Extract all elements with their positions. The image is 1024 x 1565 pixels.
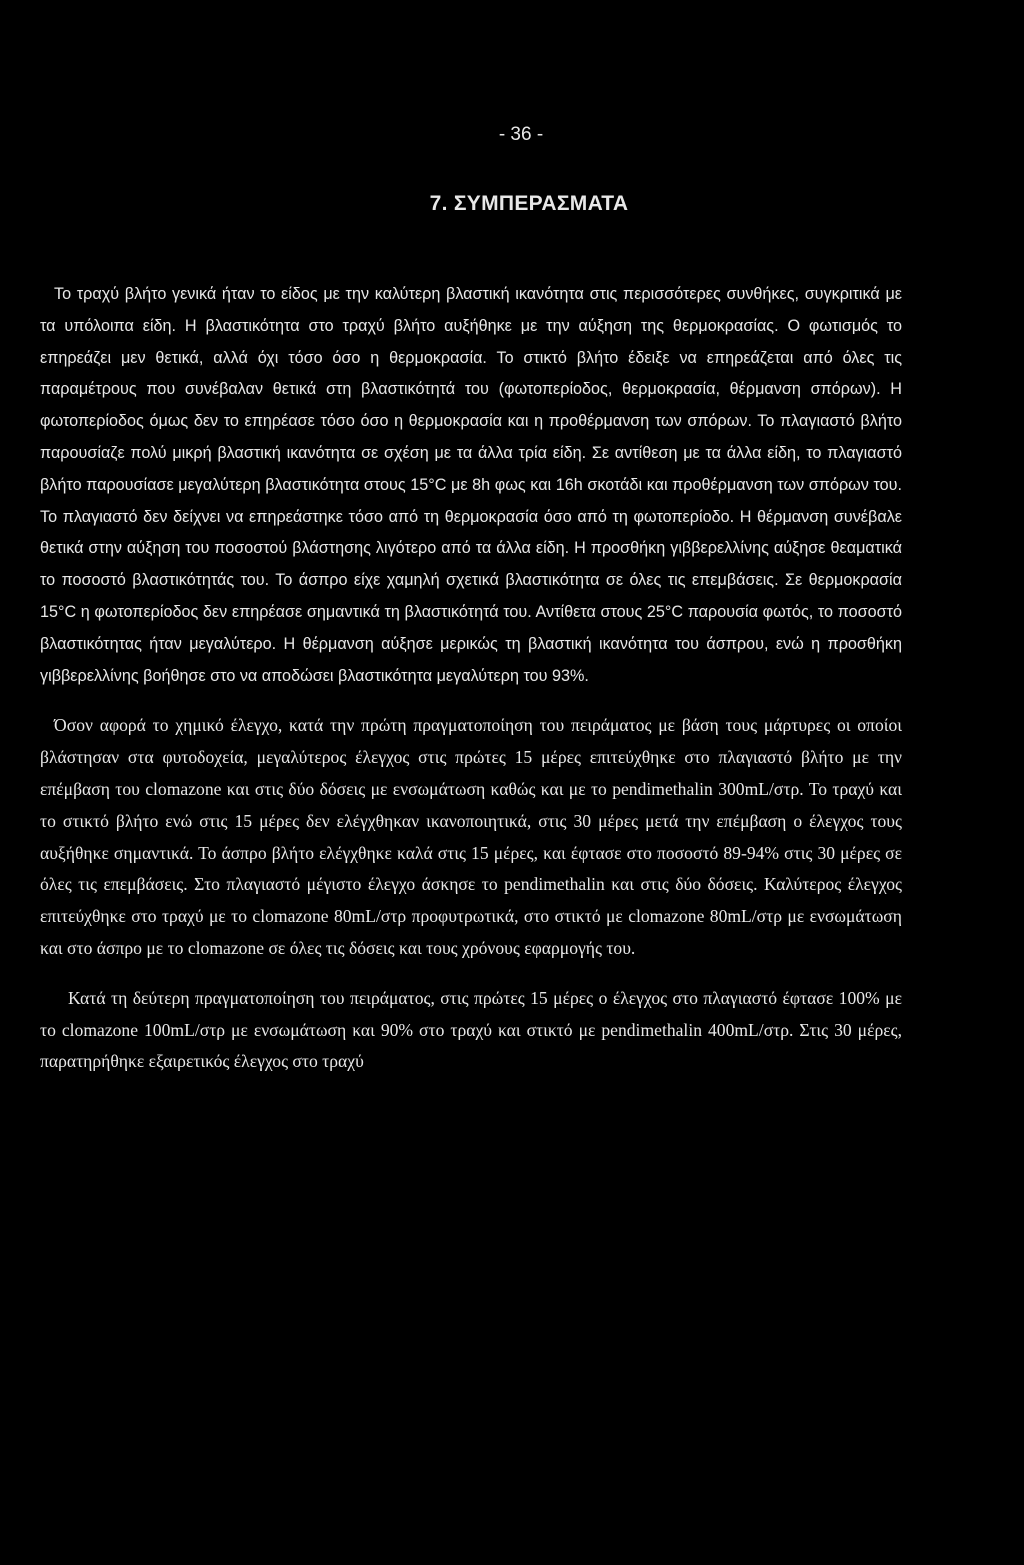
- page-number: - 36 -: [498, 124, 544, 145]
- paragraph-3: Κατά τη δεύτερη πραγματοποίηση του πειράματος, στις πρώτες 15 μέρες ο έλεγχος στο πλαγιαστό έφτασε 100% με το clomazone 100mL/στρ με ενσωμάτωση και 90% στο τραχύ και στικτό με pendimethalin 400mL/στρ. Στις 30 μέρες, παρατηρήθηκε εξαιρετικός έλεγχος στο τραχύ: [40, 987, 902, 1072]
- section-title: 7. ΣΥΜΠΕΡΑΣΜΑΤΑ: [429, 192, 629, 215]
- paragraph-2: Όσον αφορά το χημικό έλεγχο, κατά την πρώτη πραγματοποίηση του πειράματος με βάση τους μάρτυρες οι οποίοι βλάστησαν στα φυτοδοχεία, μεγαλύτερος έλεγχος στις πρώτες 15 μέρες επιτεύχθηκε στο πλαγιαστό βλήτο με την επέμβαση του clomazone και στις δύο δόσεις με ενσωμάτωση καθώς και με το pendimethalin 300mL/στρ. Το τραχύ και το στικτό βλήτο ενώ στις 15 μέρες δεν ελέγχθηκαν ικανοποιητικά, στις 30 μέρες μετά την επέμβαση ο έλεγχος τους αυξήθηκε σημαντικά. Το άσπρο βλήτο ελέγχθηκε καλά στις 15 μέρες, και έφτασε στο ποσοστό 89-94% στις 30 μέρες σε όλες τις επεμβάσεις. Στο πλαγιαστό μέγιστο έλεγχο άσκησε το pendimethalin και στις δύο δόσεις. Καλύτερος έλεγχος επιτεύχθηκε στο τραχύ με το clomazone 80mL/στρ προφυτρωτικά, στο στικτό με clomazone 80mL/στρ με ενσωμάτωση και στο άσπρο με το clomazone σε όλες τις δόσεις και τους χρόνους εφαρμογής του.: [40, 715, 902, 958]
- paragraph-1: Το τραχύ βλήτο γενικά ήταν το είδος με την καλύτερη βλαστική ικανότητα στις περισσότερες συνθήκες, συγκριτικά με τα υπόλοιπα είδη. Η βλαστικότητα στο τραχύ βλήτο αυξήθηκε με την αύξηση της θερμοκρασίας. Ο φωτισμός το επηρεάζει μεν θετικά, αλλά όχι τόσο όσο η θερμοκρασία. Το στικτό βλήτο έδειξε να επηρεάζεται από όλες τις παραμέτρους που συνέβαλαν θετικά στη βλαστικότητά του (φωτοπερίοδος, θερμοκρασία, θέρμανση σπόρων). Η φωτοπερίοδος όμως δεν το επηρέασε τόσο όσο η θερμοκρασία και η προθέρμανση των σπόρων. Το πλαγιαστό βλήτο παρουσίαζε πολύ μικρή βλαστική ικανότητα σε σχέση με τα άλλα τρία είδη. Σε αντίθεση με τα άλλα είδη, το πλαγιαστό βλήτο παρουσίασε μεγαλύτερη βλαστικότητα στους 15°C με 8h φως και 16h σκοτάδι και προθέρμανση των σπόρων του. Το πλαγιαστό δεν δείχνει να επηρεάστηκε τόσο από τη θερμοκρασία όσο από τη φωτοπερίοδο. Η θέρμανση συνέβαλε θετικά στην αύξηση του ποσοστού βλάστησης λιγότερο από τα άλλα είδη. Η προσθήκη γιββερελλίνης αύξησε θεαματικά το ποσοστό βλαστικότητάς του. Το άσπρο είχε χαμηλή σχετικά βλαστικότητα σε όλες τις επεμβάσεις. Σε θερμοκρασία 15°C η φωτοπερίοδος δεν επηρέασε σημαντικά τη βλαστικότητά του. Αντίθετα στους 25°C παρουσία φωτός, το ποσοστό βλαστικότητας ήταν μεγαλύτερο. Η θέρμανση αύξησε μερικώς τη βλαστική ικανότητα του άσπρου, ενώ η προσθήκη γιββερελλίνης βοήθησε στο να αποδώσει βλαστικότητα μεγαλύτερη του 93%.: [40, 285, 902, 685]
- body-text: [40, 279, 902, 1078]
